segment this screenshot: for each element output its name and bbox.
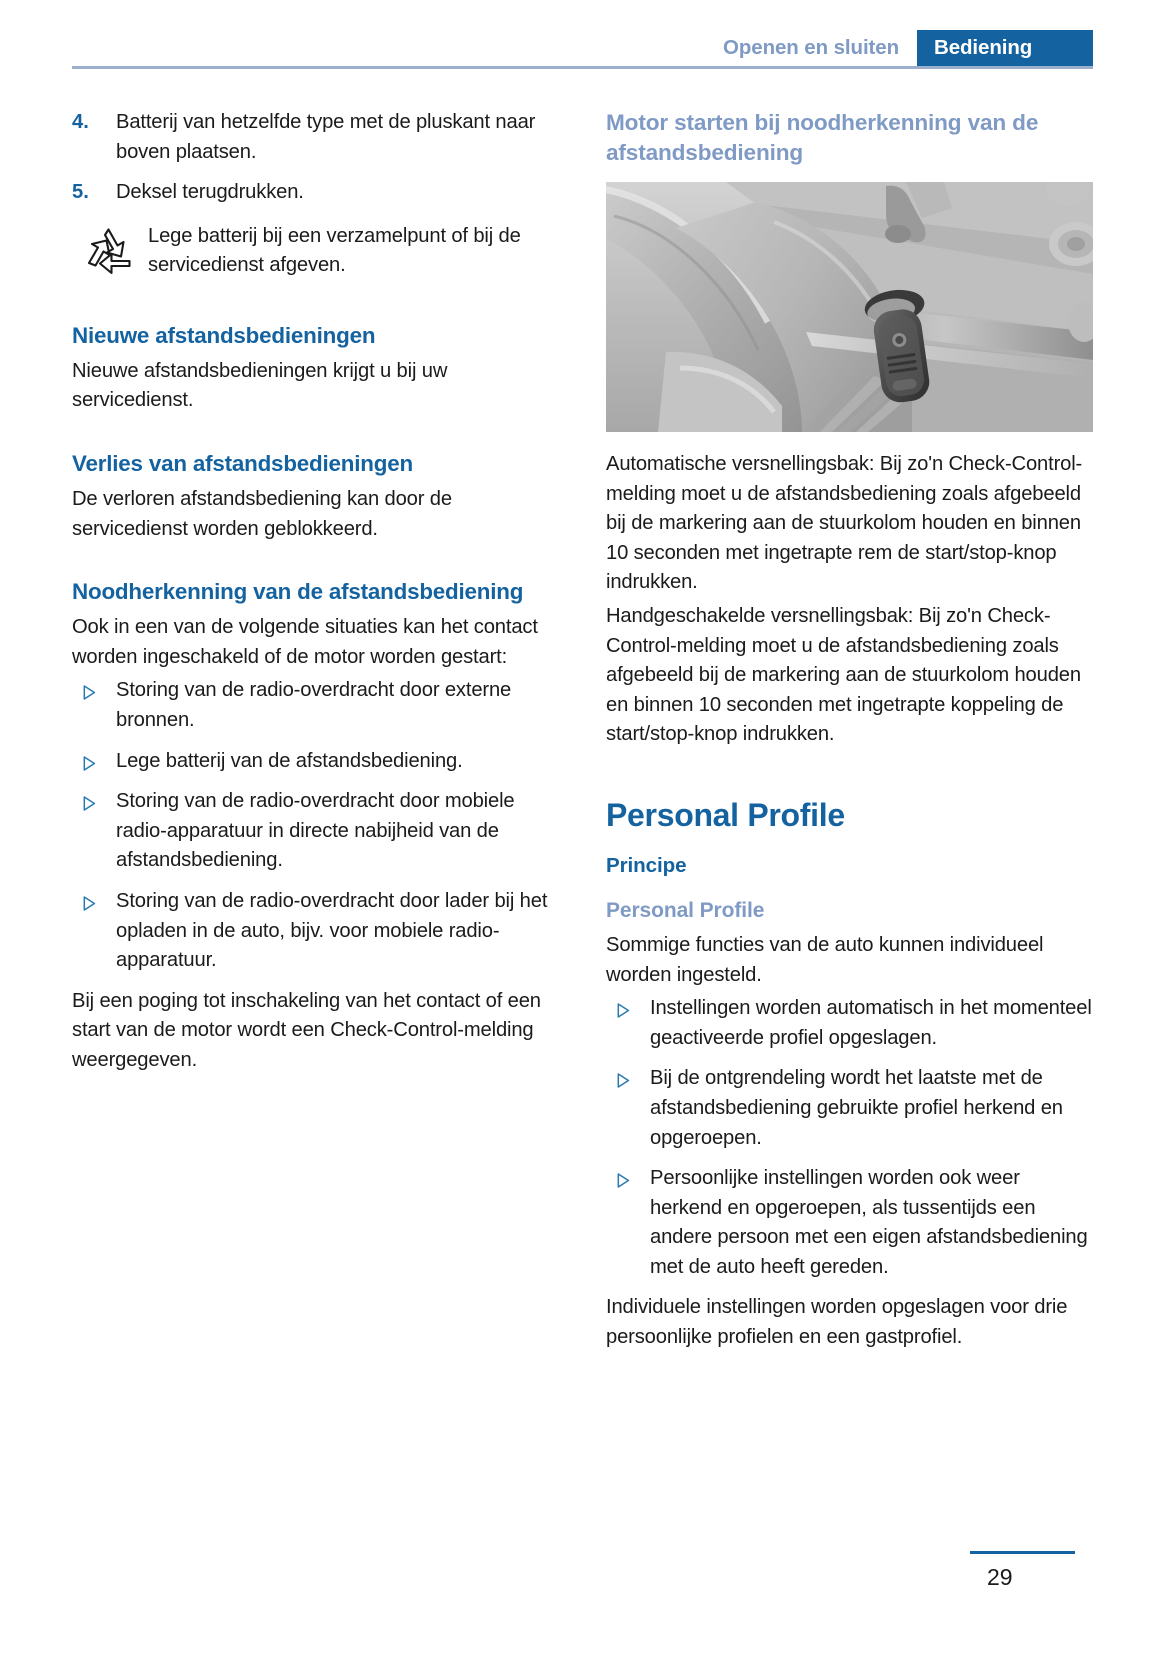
steering-column-key-fob-illustration [606,182,1093,432]
paragraph-automatische-versnellingsbak: Automatische versnellingsbak: Bij zo'n Check-Control-melding moet u de afstandsbediening zoals afgebeeld bij de markering aan de stuurkolom houden en binnen 10 seconden met ingetrapte rem de start/stop-knop indrukken. [606,453,1083,594]
triangle-bullet-icon [606,1064,650,1153]
triangle-bullet-icon [72,887,116,976]
paragraph-personal-profile-intro: Sommige functies van de auto kunnen individueel worden ingesteld. [606,933,1044,986]
heading-principe: Principe [606,853,687,877]
triangle-bullet-icon [72,676,116,735]
heading-nieuwe-afstandsbedieningen: Nieuwe afstandsbedieningen [72,322,376,348]
bullet-text: Storing van de radio-overdracht door externe bronnen. [116,679,512,731]
header-section-label: Bediening [917,30,1093,66]
list-item [72,676,558,735]
recycle-icon [72,222,148,288]
page-footer [963,1551,1093,1591]
left-column [72,108,558,1357]
recycling-note [72,222,558,288]
page-number: 29 [987,1564,1013,1590]
step-text: Batterij van hetzelfde type met de pluskant naar boven plaatsen. [116,111,536,163]
heading-noodherkenning: Noodherkenning van de afstandsbediening [72,579,524,605]
content-columns [72,108,1093,1357]
list-item [606,1064,1093,1153]
heading-verlies-van-afstandsbedieningen: Verlies van afstandsbedieningen [72,450,413,476]
paragraph-noodherkenning-intro: Ook in een van de volgende situaties kan het contact worden ingeschakeld of de motor worden gestart: [72,616,538,668]
right-column [606,108,1093,1357]
personal-profile-bullet-list [606,994,1093,1282]
paragraph-nieuwe-afstandsbedieningen: Nieuwe afstandsbedieningen krijgt u bij uw servicedienst. [72,359,448,412]
list-item [72,887,558,976]
bullet-text: Lege batterij van de afstandsbediening. [116,749,463,772]
step-number: 5. [72,181,89,204]
triangle-bullet-icon [72,787,116,876]
triangle-bullet-icon [606,1164,650,1282]
page-title-personal-profile: Personal Profile [606,796,845,833]
bullet-text: Storing van de radio-overdracht door mobiele radio-apparatuur in directe nabijheid van de afstandsbediening. [116,790,515,872]
noodherkenning-bullet-list [72,676,558,975]
list-item [72,178,558,208]
paragraph-personal-profile-closing: Individuele instellingen worden opgeslagen voor drie persoonlijke profielen en een gastprofiel. [606,1296,1068,1349]
page-header [72,30,1093,70]
bullet-text: Persoonlijke instellingen worden ook weer herkend en opgeroepen, als tussentijds een andere persoon met een eigen afstandsbediening met de auto heeft gereden. [650,1167,1088,1278]
battery-steps-list [72,108,558,208]
header-row [72,30,1093,66]
list-item [72,108,558,167]
bullet-text: Bij de ontgrendeling wordt het laatste met de afstandsbediening gebruikte profiel herkend en opgeroepen. [650,1067,1063,1149]
footer-divider-rule [970,1551,1075,1554]
list-item [606,1164,1093,1282]
step-text: Deksel terugdrukken. [116,181,304,204]
header-chapter-label: Openen en sluiten [723,36,899,59]
recycling-note-text: Lege batterij bij een verzamelpunt of bij de servicedienst afgeven. [148,224,521,277]
bullet-text: Storing van de radio-overdracht door lader bij het opladen in de auto, bijv. voor mobiele radio-apparatuur. [116,889,548,972]
heading-personal-profile-light: Personal Profile [606,898,765,922]
step-number: 4. [72,111,89,133]
bullet-text: Instellingen worden automatisch in het momenteel geactiveerde profiel opgeslagen. [650,997,1092,1049]
triangle-bullet-icon [72,747,116,777]
list-item [606,994,1093,1053]
list-item [72,747,558,777]
paragraph-verlies-van-afstandsbedieningen: De verloren afstandsbediening kan door de servicedienst worden geblokkeerd. [72,487,452,540]
header-divider-rule [72,66,1093,69]
list-item [72,787,558,876]
heading-motor-starten: Motor starten bij noodherkenning van de afstandsbediening [606,110,1039,165]
paragraph-noodherkenning-closing: Bij een poging tot inschakeling van het contact of een start van de motor wordt een Check-Control-melding weergegeven. [72,989,541,1071]
paragraph-handgeschakelde-versnellingsbak: Handgeschakelde versnellingsbak: Bij zo'n Check-Control-melding moet u de afstandsbediening zoals afgebeeld bij de markering aan de stuurkolom houden en binnen 10 seconden met ingetrapte koppeling de start/stop-knop indrukken. [606,604,1081,746]
triangle-bullet-icon [606,994,650,1053]
